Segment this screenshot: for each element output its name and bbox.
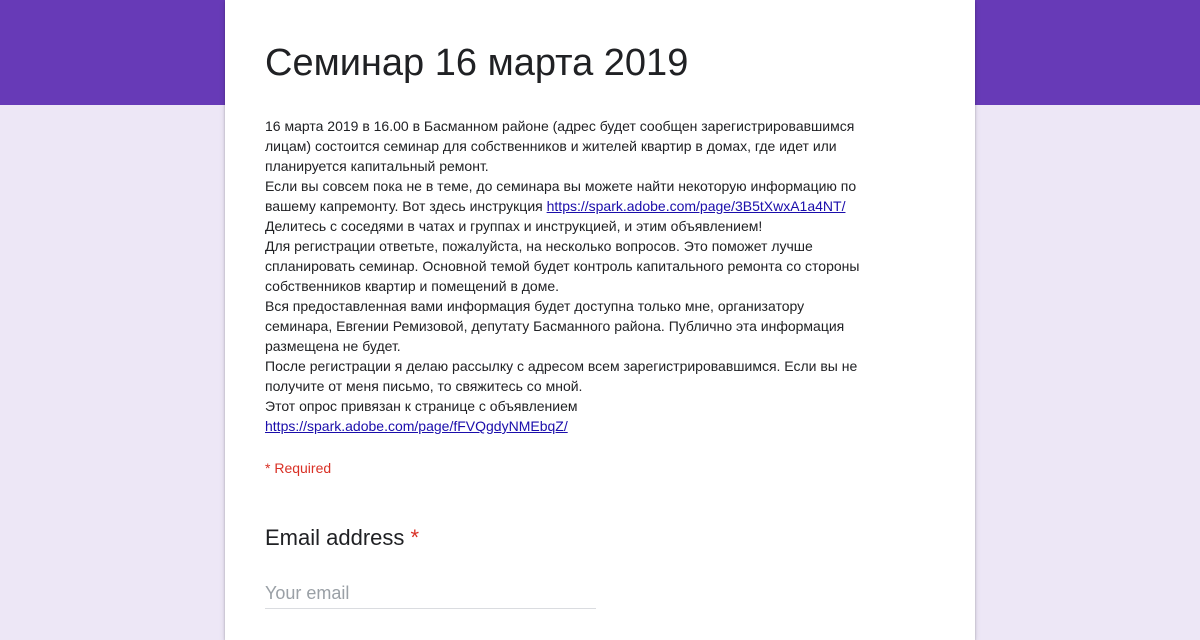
instruction-link[interactable]: https://spark.adobe.com/page/3B5tXwxA1a4NT/ [546, 198, 846, 214]
required-asterisk: * [410, 525, 420, 550]
description-line: Вся предоставленная вами информация будет доступна только мне, организатору [265, 298, 805, 314]
description-line: семинара, Евгении Ремизовой, депутату Басманного района. Публично эта информация [265, 318, 845, 334]
description-text: вашему капремонту. Вот здесь инструкция [265, 198, 547, 214]
description-line-link [265, 416, 937, 436]
form-title: Семинар 16 марта 2019 [265, 42, 689, 84]
description-line: планируется капитальный ремонт. [265, 158, 489, 174]
description-line: спланировать семинар. Основной темой будет контроль капитального ремонта со стороны [265, 258, 860, 274]
description-line: После регистрации я делаю рассылку с адресом всем зарегистрировавшимся. Если вы не [265, 358, 858, 374]
email-question-title [265, 524, 419, 552]
description-line: Для регистрации ответьте, пожалуйста, на несколько вопросов. Это поможет лучше [265, 238, 813, 254]
description-line: Этот опрос привязан к странице с объявлением [265, 398, 578, 414]
description-line: размещена не будет. [265, 338, 401, 354]
description-line: лицам) состоится семинар для собственников и жителей квартир в домах, где идет или [265, 138, 837, 154]
announcement-link[interactable]: https://spark.adobe.com/page/fFVQgdyNMEbqZ/ [265, 418, 568, 434]
description-line: получите от меня письмо, то свяжитесь со мной. [265, 378, 583, 394]
form-description [265, 116, 937, 436]
description-line: 16 марта 2019 в 16.00 в Басманном районе (адрес будет сообщен зарегистрировавшимся [265, 118, 855, 134]
form-card [225, 0, 975, 640]
email-input[interactable] [265, 578, 596, 609]
description-line: Если вы совсем пока не в теме, до семинара вы можете найти некоторую информацию по [265, 178, 857, 194]
required-note: * Required [265, 460, 332, 476]
email-question-label: Email address [265, 525, 405, 550]
description-line: Делитесь с соседями в чатах и группах и инструкцией, и этим объявлением! [265, 218, 763, 234]
description-line-with-link [265, 196, 937, 216]
description-line: собственников квартир и помещений в доме. [265, 278, 560, 294]
